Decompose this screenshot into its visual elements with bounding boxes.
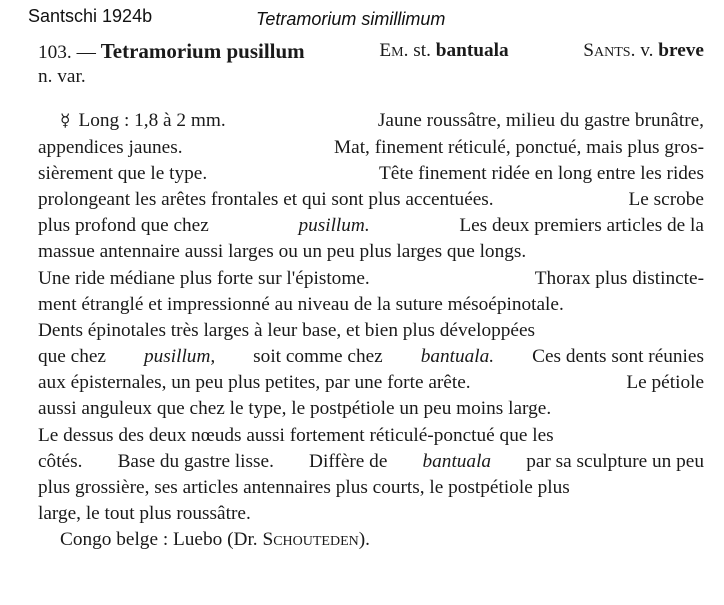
subspecies-prefix: st. [413,40,431,61]
description-line: plus grossière, ses articles antennaires plus courts, le postpétiole plus [38,477,570,498]
description-line: ment étranglé et impressionné au niveau de la suture mésoépinotale. [38,293,564,315]
description-line: Une ride médiane plus forte sur l'épistome. Thorax plus distincte- [38,267,704,289]
entry-number: 103. [38,42,72,63]
description-line: ☿ Long : 1,8 à 2 mm. Jaune roussâtre, milieu du gastre brunâtre, [38,108,704,134]
description-line: massue antennaire aussi larges ou un peu plus larges que longs. [38,241,527,263]
entry-dash: — [76,42,96,63]
subspecies-author: Sants. [583,40,636,61]
subspecies-name: bantuala [435,40,509,61]
description-line: large, le tout plus roussâtre. [38,503,251,525]
locality-line: Congo belge : Luebo (Dr. Schouteden). [60,529,370,551]
header-species: Tetramorium simillimum [256,9,446,29]
variety-note: n. var. [38,66,86,88]
description-line: aussi anguleux que chez le type, le postpétiole un peu moins large. [38,398,552,420]
header-source: Santschi 1924b [28,6,153,26]
document-body [38,38,704,554]
description-line: sièrement que le type. Tête finement ridée en long entre les rides [38,162,704,184]
description-line: côtés. Base du gastre lisse. Diffère de bantuala par sa sculpture un peu [38,450,704,472]
worker-symbol: ☿ [60,111,71,131]
collector-name: Schouteden [262,529,359,551]
description-line: que chez pusillum, soit comme chez bantuala. Ces dents sont réunies [38,346,704,368]
description-line: Dents épinotales très larges à leur base, et bien plus développées [38,319,536,341]
variety-name: breve [658,40,704,61]
locality-country: Congo belge [60,529,158,551]
locality-place: Luebo [173,529,223,551]
description-line: prolongeant les arêtes frontales et qui sont plus accentuées. Le scrobe [38,188,704,210]
variety-prefix: v. [640,40,654,61]
species-name: Tetramorium pusillum [100,39,305,63]
description-line: appendices jaunes. Mat, finement réticulé, ponctué, mais plus gros- [38,136,704,158]
species-author: Em. [379,40,409,61]
description-line: plus profond que chez pusillum. Les deux premiers articles de la [38,215,704,237]
description-line: Le dessus des deux nœuds aussi fortement réticulé-ponctué que les [38,424,554,446]
description-line: aux épisternales, un peu plus petites, par une forte arête. Le pétiole [38,372,704,394]
entry-title-line [38,38,704,64]
